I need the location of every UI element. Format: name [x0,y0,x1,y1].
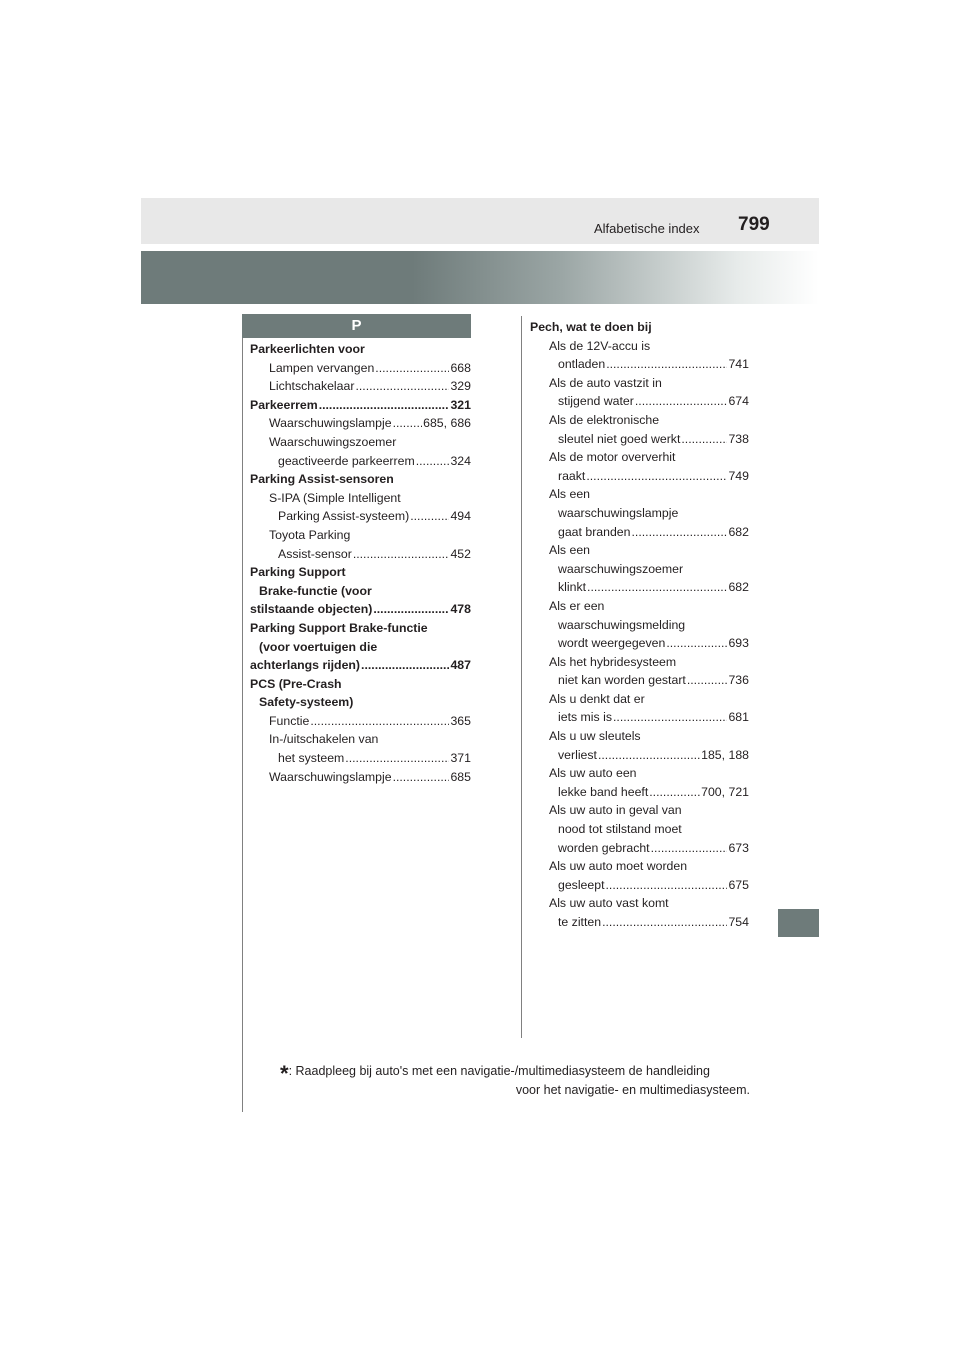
index-entry-text: Als een [549,543,591,558]
index-entry [530,634,749,653]
index-entry [530,355,749,374]
dot-leader [687,671,728,690]
dot-leader [586,467,727,486]
index-entry-page: 674 [728,394,749,409]
index-entry-text: Als de 12V-accu is [549,338,651,353]
index-entry-page: 685 [450,769,471,784]
index-entry-text: Als er een [549,598,605,613]
index-entry-page: 749 [728,468,749,483]
index-entry-page: 738 [728,431,749,446]
index-entry [530,616,749,635]
index-entry-text: (voor voertuigen die [259,639,378,654]
index-entry-page: 329 [450,379,471,394]
index-entry-text: waarschuwingsmelding [558,617,686,632]
index-entry [250,507,471,526]
index-entry-page: 741 [728,357,749,372]
index-entry [530,801,749,820]
index-entry [250,600,471,619]
dot-leader [598,746,700,765]
index-entry-page: 736 [728,673,749,688]
index-entry [530,448,749,467]
index-entry-text: Pech, wat te doen bij [530,320,652,334]
index-entry-text: te zitten [558,915,602,929]
index-entry [530,430,749,449]
index-entry-text: Waarschuwingszoemer [269,434,397,449]
index-entry [530,392,749,411]
dot-leader [606,355,727,374]
index-entry-text: gaat branden [558,524,631,539]
index-entry-text: Lichtschakelaar [269,379,355,394]
index-entry-text: Als uw auto vast komt [549,896,669,911]
index-entry-page: 668 [450,360,471,375]
dot-leader [319,396,450,415]
footnote-line-2: voor het navigatie- en multimediasysteem. [515,1083,750,1097]
index-entry-page: 324 [450,453,471,468]
index-entry [530,578,749,597]
index-column-right [530,318,749,932]
index-entry [530,504,749,523]
index-entry-text: Als de motor oververhit [549,450,676,465]
index-entry [250,675,471,694]
index-entry-text: Lampen vervangen [269,360,375,375]
dot-leader [310,712,449,731]
index-entry [530,690,749,709]
index-entry-text: waarschuwingszoemer [558,561,684,576]
index-entry [250,768,471,787]
index-entry-text: Parkeerlichten voor [250,342,365,356]
footnote [280,1063,750,1099]
left-column-rule [242,338,243,1112]
index-entry-text: gesleept [558,877,605,892]
index-entry [530,839,749,858]
index-entry [530,411,749,430]
index-entry-text: ontladen [558,357,606,372]
dot-leader [613,708,727,727]
index-entry-page: 693 [728,636,749,651]
dot-leader [666,634,727,653]
index-entry [250,414,471,433]
index-entry-text: Parking Support Brake-functie [250,620,428,635]
index-entry-text: Als u denkt dat er [549,691,645,706]
index-entry-page: 321 [450,397,471,412]
index-entry [530,541,749,560]
index-entry-text: worden gebracht [558,840,650,855]
dot-leader [635,392,728,411]
index-entry [250,656,471,675]
index-entry-text: het systeem [278,751,345,766]
index-entry-page: 365 [450,713,471,728]
dot-leader [651,839,728,858]
index-entry-text: stijgend water [558,394,634,409]
footnote-star: * [280,1061,289,1086]
dot-leader [602,913,727,932]
index-entry-text: Parking Assist-systeem) [278,509,410,524]
index-entry-text: Functie [269,713,310,728]
index-entry [250,545,471,564]
dot-leader [631,523,727,542]
index-entry-text: Als u uw sleutels [549,729,641,744]
index-entry-text: iets mis is [558,710,612,725]
index-entry-text: Als uw auto een [549,766,637,781]
index-entry-page: 185, 188 [701,747,749,762]
index-entry-text: niet kan worden gestart [558,673,686,688]
index-entry-page: 682 [728,524,749,539]
index-entry-page: 754 [728,915,749,929]
index-entry [250,340,471,359]
index-entry-text: raakt [558,468,586,483]
index-entry-text: S-IPA (Simple Intelligent [269,490,401,505]
header-band [141,198,819,244]
index-entry-page: 494 [450,509,471,524]
index-entry-text: In-/uitschakelen van [269,732,379,747]
dot-leader [681,430,727,449]
index-entry [250,638,471,657]
index-entry [250,563,471,582]
index-entry [530,894,749,913]
index-entry-text: Als de auto vastzit in [549,375,662,390]
index-entry [250,377,471,396]
index-entry-text: Brake-functie (voor [259,583,372,598]
index-entry [250,396,471,415]
dot-leader [361,656,449,675]
index-entry-page: 371 [450,751,471,766]
index-entry-text: Assist-sensor [278,546,352,561]
section-letter-header: P [242,314,471,338]
index-entry-text: lekke band heeft [558,784,649,799]
index-entry-text: PCS (Pre-Crash [250,676,342,691]
index-entry-text: Als het hybridesysteem [549,654,677,669]
index-entry-text: Toyota Parking [269,527,351,542]
index-entry [250,489,471,508]
index-entry [250,359,471,378]
index-entry [530,820,749,839]
index-entry-text: nood tot stilstand moet [558,822,682,837]
index-entry-text: Waarschuwingslampje [269,769,392,784]
index-entry-text: Als een [549,487,591,502]
index-entry [250,470,471,489]
index-entry [530,764,749,783]
index-entry [530,671,749,690]
index-entry [530,560,749,579]
index-entry-page: 681 [728,710,749,725]
index-entry-text: sleutel niet goed werkt [558,431,681,446]
index-entry-text: klinkt [558,580,587,595]
index-entry [530,485,749,504]
index-entry-page: 452 [450,546,471,561]
index-entry-page: 487 [450,658,471,673]
index-entry [530,708,749,727]
index-entry [530,523,749,542]
index-entry-text: verliest [558,747,597,762]
dot-leader [393,768,450,787]
index-column-left [250,340,471,786]
index-entry [250,619,471,638]
index-entry [250,582,471,601]
index-entry [530,876,749,895]
middle-column-rule [521,316,522,1038]
dot-leader [353,545,450,564]
footnote-line-1: : Raadpleeg bij auto's met een navigatie-/multimediasysteem de handleiding [288,1064,710,1078]
index-entry-text: Als uw auto in geval van [549,803,682,818]
dot-leader [345,749,449,768]
index-entry-text: Als uw auto moet worden [549,859,688,874]
index-entry [530,653,749,672]
index-entry-page: 478 [450,602,471,617]
dot-leader [373,600,449,619]
index-entry-page: 685, 686 [423,416,471,431]
index-entry-text: waarschuwingslampje [558,505,679,520]
index-entry [530,783,749,802]
index-entry [530,337,749,356]
index-entry [530,467,749,486]
index-entry [530,746,749,765]
index-entry-text: Safety-systeem) [259,695,354,710]
index-entry-text: Parking Support [250,565,346,580]
index-entry [530,318,749,337]
index-entry [250,749,471,768]
index-entry-page: 673 [728,840,749,855]
chapter-side-tab [778,909,819,937]
index-entry [250,730,471,749]
dot-leader [375,359,449,378]
index-entry-page: 675 [728,877,749,892]
index-entry-text: Waarschuwingslampje [269,416,392,431]
index-entry [530,727,749,746]
dot-leader [587,578,727,597]
dot-leader [416,452,450,471]
index-entry-text: achterlangs rijden) [250,658,361,673]
index-entry-text: wordt weergegeven [558,636,666,651]
index-entry [250,712,471,731]
page-number: 799 [738,214,770,235]
index-entry-text: Parkeerrem [250,397,318,412]
index-entry [530,913,749,932]
index-entry-page: 700, 721 [701,784,749,799]
index-entry-text: Als de elektronische [549,412,660,427]
index-entry-text: geactiveerde parkeerrem [278,453,415,468]
dot-leader [606,876,728,895]
index-entry [530,374,749,393]
header-gradient-bar [141,251,819,304]
index-entry [530,857,749,876]
index-entry [250,526,471,545]
index-entry-text: Parking Assist-sensoren [250,472,394,487]
dot-leader [355,377,449,396]
dot-leader [649,783,700,802]
dot-leader [393,414,423,433]
index-entry-text: stilstaande objecten) [250,602,373,617]
index-entry-page: 682 [728,580,749,595]
index-entry [250,433,471,452]
index-entry [250,693,471,712]
index-entry [250,452,471,471]
index-entry [530,597,749,616]
section-title: Alfabetische index [594,221,700,236]
dot-leader [410,507,449,526]
